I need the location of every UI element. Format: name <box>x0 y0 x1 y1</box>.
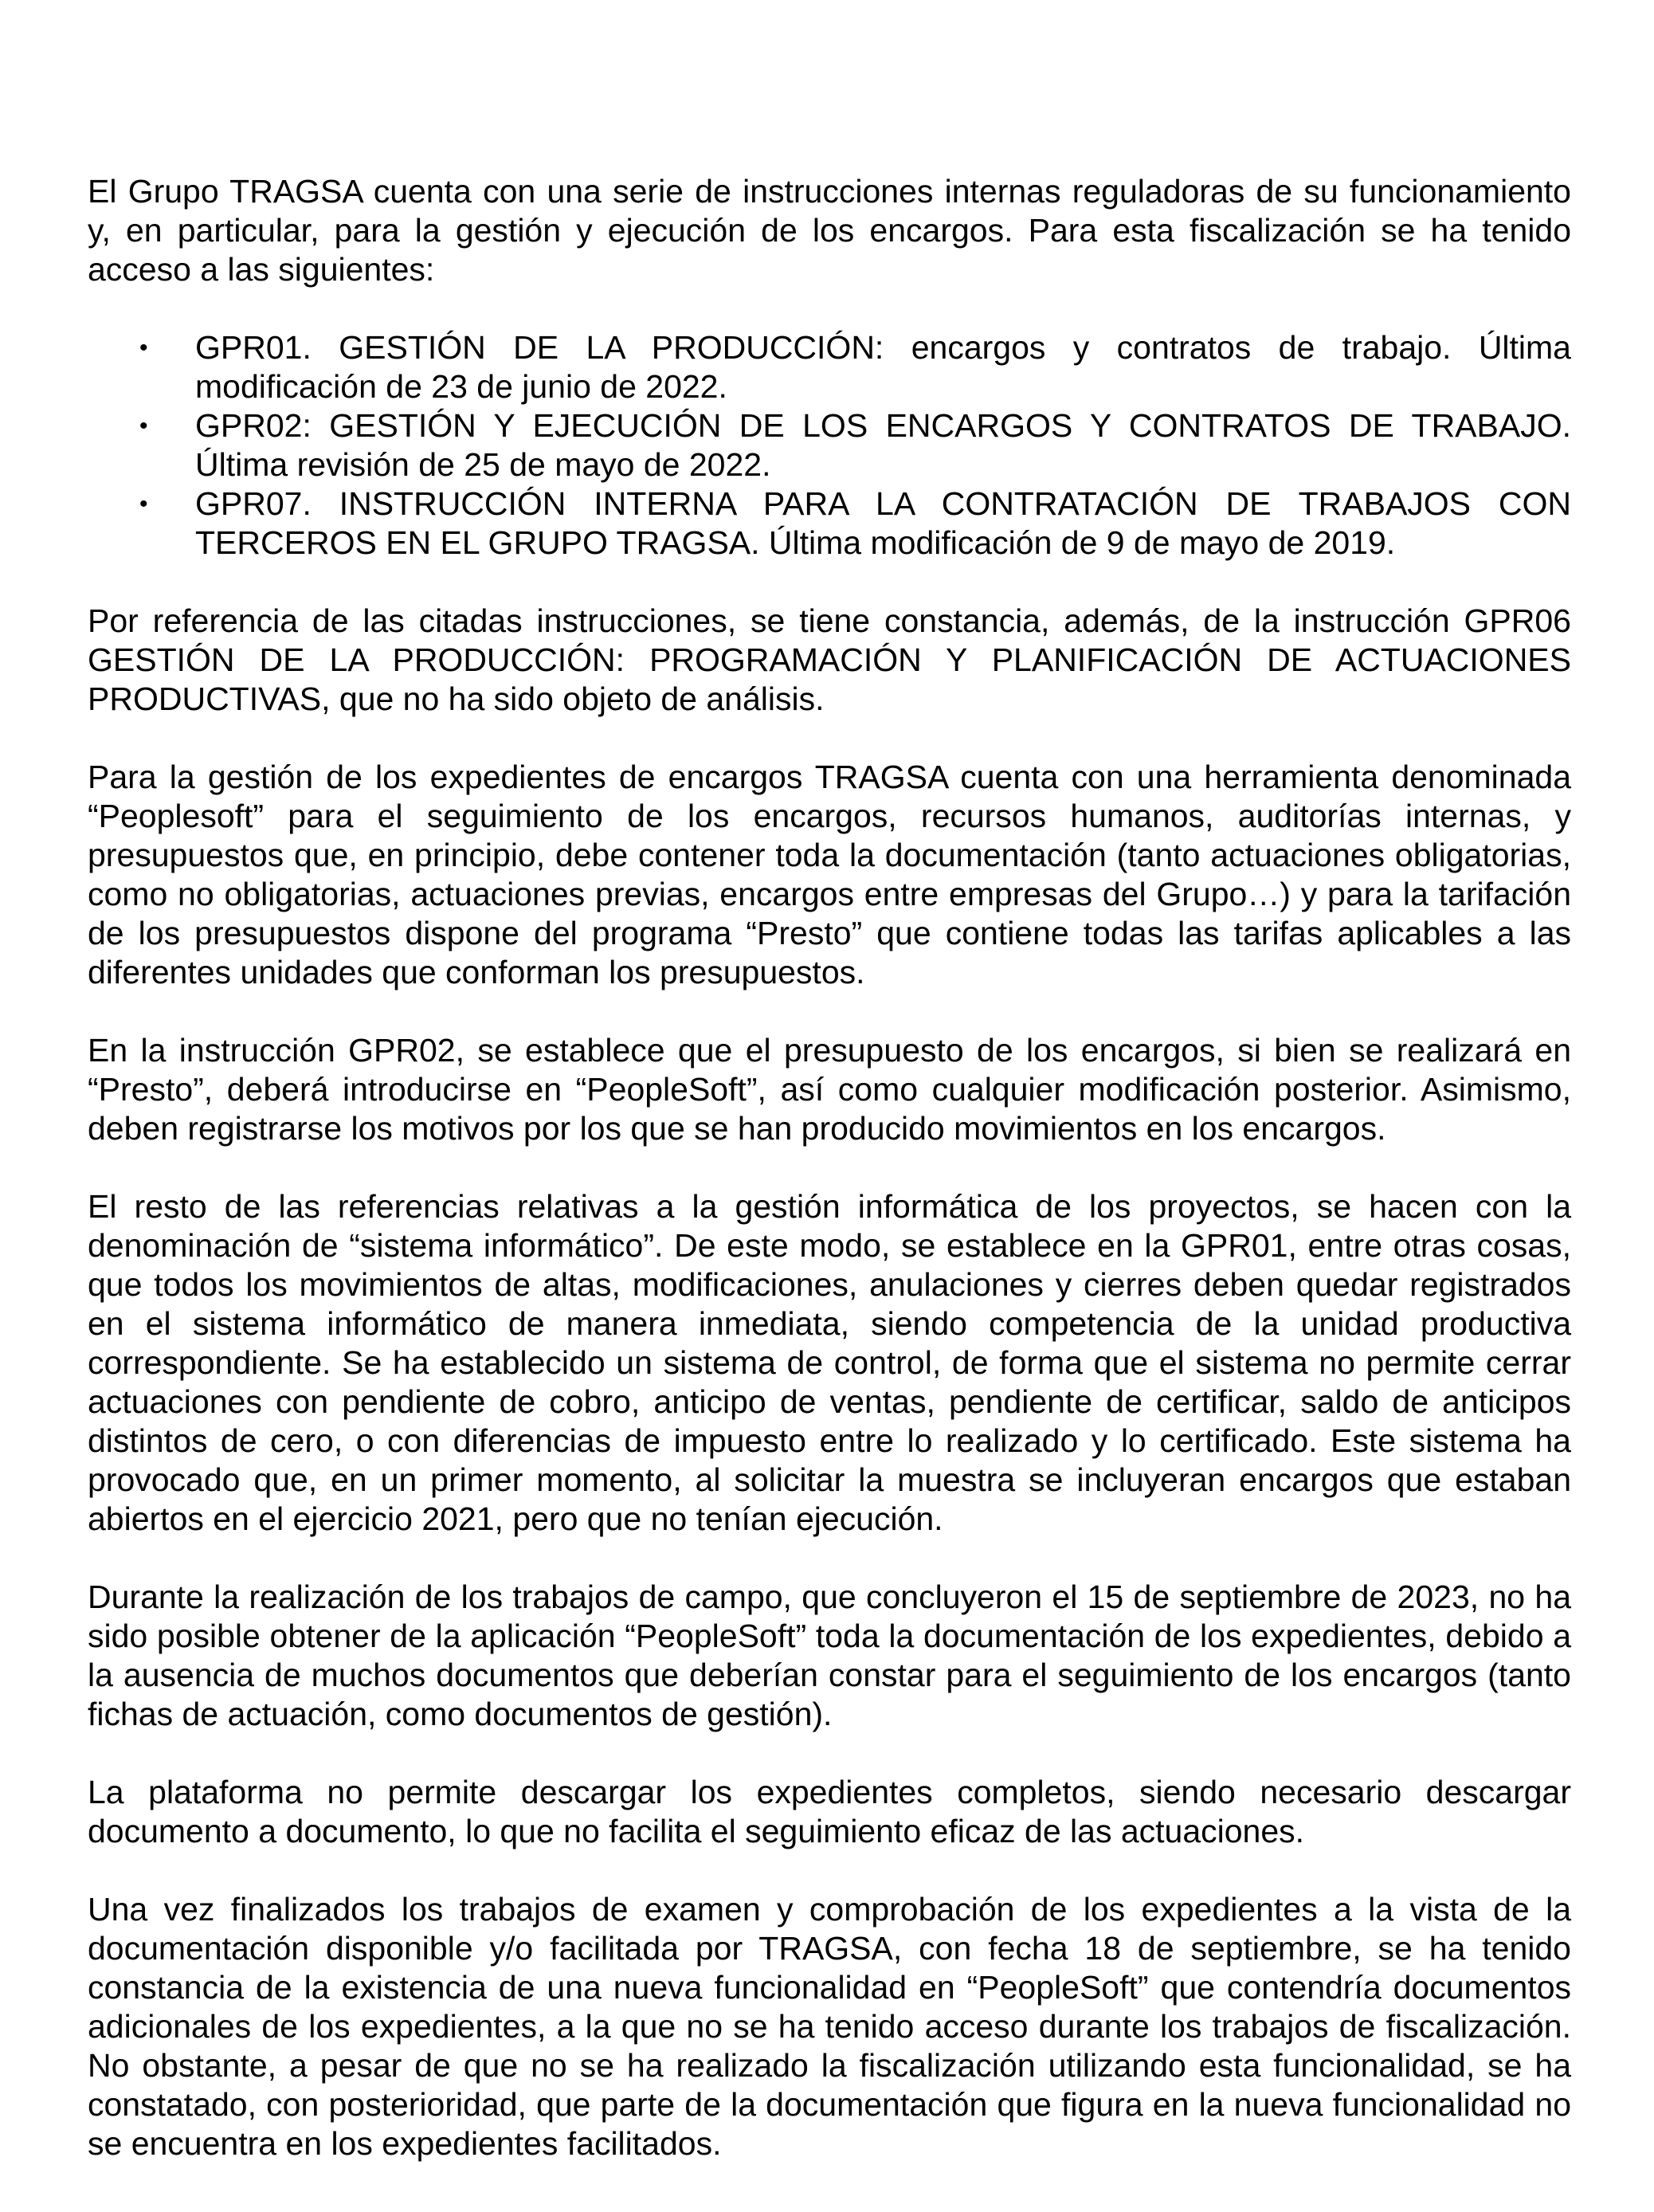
paragraph-trabajos-campo: Durante la realización de los trabajos de campo, que concluyeron el 15 de septiembre de 2023, no ha sido posible obtener de la aplicación “PeopleSoft” toda la documentación de los expedientes, debido a la ausencia de muchos documentos que deberían constar para el seguimiento de los encargos (tanto fichas de actuación, como documentos de gestión). <box>88 1579 1571 1732</box>
bullet-icon: • <box>139 335 148 361</box>
instruction-text: GPR01. GESTIÓN DE LA PRODUCCIÓN: encargos y contratos de trabajo. Última modificación de 23 de junio de 2022. <box>195 329 1571 405</box>
intro-paragraph: El Grupo TRAGSA cuenta con una serie de instrucciones internas reguladoras de su funcionamiento y, en particular, para la gestión y ejecución de los encargos. Para esta fiscalización se ha tenido acceso a las siguientes: <box>88 173 1571 288</box>
bullet-icon: • <box>139 413 148 439</box>
instruction-gpr07 <box>88 484 1571 563</box>
paragraph-peoplesoft-tool: Para la gestión de los expedientes de encargos TRAGSA cuenta con una herramienta denominada “Peoplesoft” para el seguimiento de los encargos, recursos humanos, auditorías internas, y presupuestos que, en principio, debe contener toda la documentación (tanto actuaciones obligatorias, como no obligatorias, actuaciones previas, encargos entre empresas del Grupo…) y para la tarifación de los presupuestos dispone del programa “Presto” que contiene todas las tarifas aplicables a las diferentes unidades que conforman los presupuestos. <box>88 759 1571 990</box>
paragraph-nueva-funcionalidad: Una vez finalizados los trabajos de examen y comprobación de los expedientes a la vista de la documentación disponible y/o facilitada por TRAGSA, con fecha 18 de septiembre, se ha tenido constancia de la existencia de una nueva funcionalidad en “PeopleSoft” que contendría documentos adicionales de los expedientes, a la que no se ha tenido acceso durante los trabajos de fiscalización. No obstante, a pesar de que no se ha realizado la fiscalización utilizando esta funcionalidad, se ha constatado, con posterioridad, que parte de la documentación que figura en la nueva funcionalidad no se encuentra en los expedientes facilitados. <box>88 1891 1571 2162</box>
instruction-gpr01 <box>88 328 1571 406</box>
instruction-gpr02 <box>88 406 1571 484</box>
instructions-list <box>88 328 1571 563</box>
paragraph-gpr06-reference: Por referencia de las citadas instrucciones, se tiene constancia, además, de la instrucción GPR06 GESTIÓN DE LA PRODUCCIÓN: PROGRAMACIÓN Y PLANIFICACIÓN DE ACTUACIONES PRODUCTIVAS, que no ha sido objeto de análisis. <box>88 602 1571 717</box>
instruction-text: GPR07. INSTRUCCIÓN INTERNA PARA LA CONTRATACIÓN DE TRABAJOS CON TERCEROS EN EL GRUPO TRAGSA. Última modificación de 9 de mayo de 2019. <box>195 485 1571 561</box>
paragraph-plataforma-descarga: La plataforma no permite descargar los expedientes completos, siendo necesario descargar documento a documento, lo que no facilita el seguimiento eficaz de las actuaciones. <box>88 1774 1571 1849</box>
document-page <box>88 172 1571 2202</box>
paragraph-gpr02-budget: En la instrucción GPR02, se establece que el presupuesto de los encargos, si bien se realizará en “Presto”, deberá introducirse en “PeopleSoft”, así como cualquier modificación posterior. Asimismo, deben registrarse los motivos por los que se han producido movimientos en los encargos. <box>88 1032 1571 1147</box>
paragraph-sistema-informatico: El resto de las referencias relativas a la gestión informática de los proyectos, se hacen con la denominación de “sistema informático”. De este modo, se establece en la GPR01, entre otras cosas, que todos los movimientos de altas, modificaciones, anulaciones y cierres deben quedar registrados en el sistema informático de manera inmediata, siendo competencia de la unidad productiva correspondiente. Se ha establecido un sistema de control, de forma que el sistema no permite cerrar actuaciones con pendiente de cobro, anticipo de ventas, pendiente de certificar, saldo de anticipos distintos de cero, o con diferencias de impuesto entre lo realizado y lo certificado. Este sistema ha provocado que, en un primer momento, al solicitar la muestra se incluyeran encargos que estaban abiertos en el ejercicio 2021, pero que no tenían ejecución. <box>88 1188 1571 1537</box>
bullet-icon: • <box>139 491 148 517</box>
instruction-text: GPR02: GESTIÓN Y EJECUCIÓN DE LOS ENCARGOS Y CONTRATOS DE TRABAJO. Última revisión de 25 de mayo de 2022. <box>195 407 1571 483</box>
